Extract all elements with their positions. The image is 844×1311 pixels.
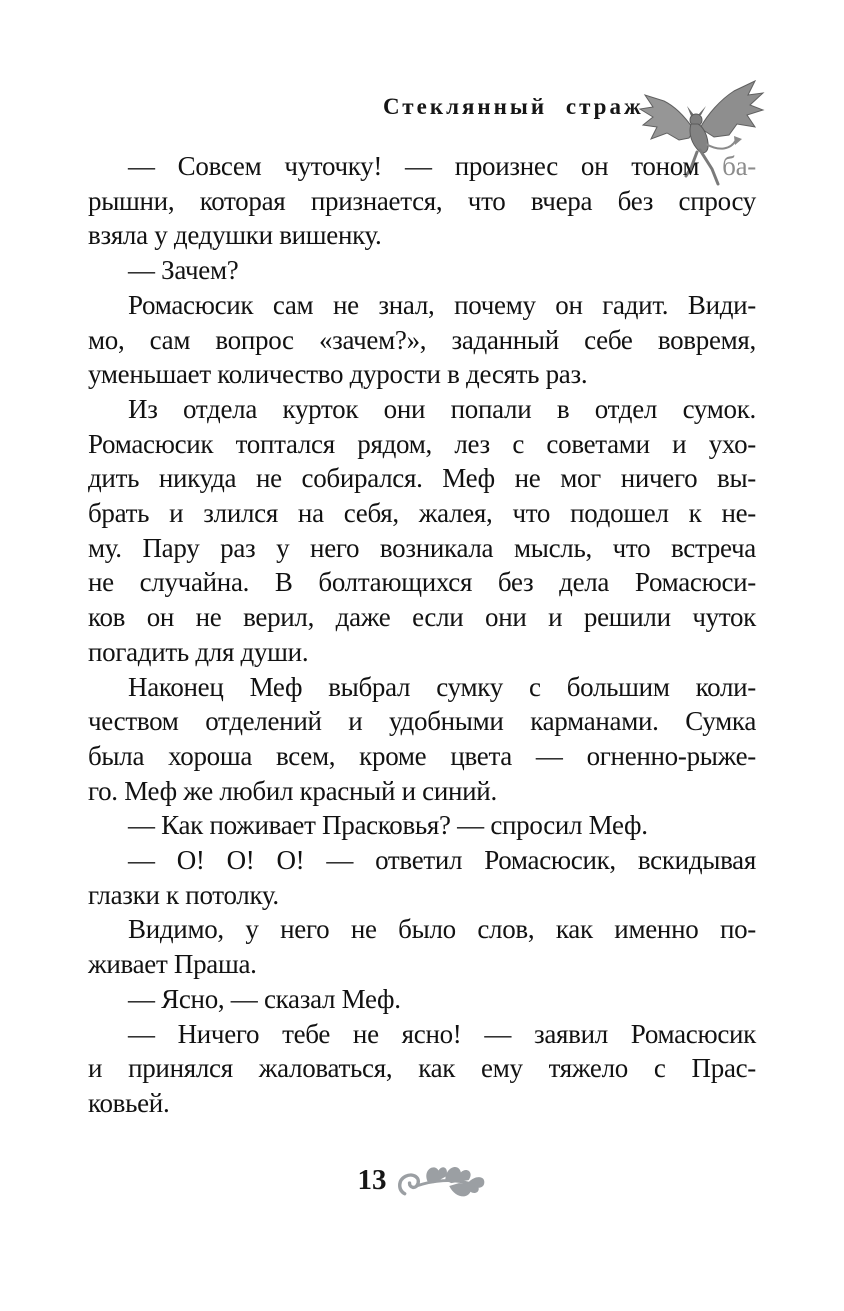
line-text: ков он не верил, даже если они и решили чуток: [88, 602, 756, 633]
line-text: глазки к потолку.: [88, 879, 279, 910]
line-text: мо, сам вопрос «зачем?», заданный себе вовремя,: [88, 324, 756, 355]
text-line: [88, 947, 756, 982]
line-text: живает Праша.: [88, 949, 257, 980]
line-text: не случайна. В болтающихся без дела Ромасюси-: [88, 567, 756, 598]
line-text: Наконец Меф выбрал сумку с большим коли-: [128, 671, 756, 702]
gray-text-fragment: ба-: [699, 151, 756, 181]
line-text: Ромасюсик сам не знал, почему он гадит. Види-: [128, 289, 756, 320]
text-line: [88, 739, 756, 774]
running-head: [383, 94, 644, 120]
text-line: [88, 704, 756, 739]
line-text: — Зачем?: [128, 255, 239, 286]
text-line: [88, 427, 756, 462]
text-line: [88, 1086, 756, 1121]
text-line: [88, 392, 756, 427]
text-line: [88, 288, 756, 323]
line-text: — Ясно, — сказал Меф.: [128, 983, 401, 1014]
line-text: го. Меф же любил красный и синий.: [88, 775, 497, 806]
text-line: [88, 808, 756, 843]
text-line: [88, 1017, 756, 1052]
line-text: чеством отделений и удобными карманами. Сумка: [88, 706, 756, 737]
line-text: — Ничего тебе не ясно! — заявил Ромасюсик: [128, 1018, 756, 1049]
text-line: [88, 565, 756, 600]
text-line: [88, 600, 756, 635]
page-footer: [0, 1146, 844, 1214]
line-text: — О! О! О! — ответил Ромасюсик, вскидывая: [128, 845, 756, 876]
line-text: ковьей.: [88, 1087, 170, 1118]
text-line: [88, 1051, 756, 1086]
text-line: [88, 253, 756, 288]
line-text: Ромасюсик топтался рядом, лез с советами и ухо-: [88, 428, 756, 459]
body-text: [88, 149, 756, 1121]
line-text: Видимо, у него не было слов, как именно по-: [128, 914, 756, 945]
text-line: [88, 843, 756, 878]
line-text: дить никуда не собирался. Меф не мог ничего вы-: [88, 463, 756, 494]
line-text: Из отдела курток они попали в отдел сумок.: [128, 393, 756, 424]
text-line: [88, 461, 756, 496]
line-text: — Совсем чуточку! — произнес он тоном: [128, 151, 700, 181]
line-text: му. Пару раз у него возникала мысль, что встреча: [88, 532, 756, 563]
page-number: 13: [357, 1163, 387, 1196]
line-text: рышни, которая признается, что вчера без спросу: [88, 185, 756, 216]
line-text: брать и злился на себя, жалея, что подошел к не-: [88, 498, 756, 529]
line-text: уменьшает количество дурости в десять раз.: [88, 359, 588, 390]
text-line: [88, 149, 756, 184]
text-line: [88, 774, 756, 809]
text-line: [88, 635, 756, 670]
line-text: была хороша всем, кроме цвета — огненно-рыже-: [88, 740, 756, 771]
line-text: погадить для души.: [88, 636, 309, 667]
line-text: — Как поживает Прасковья? — спросил Меф.: [128, 810, 648, 841]
page-title: Стеклянный страж: [383, 94, 644, 119]
text-line: [88, 323, 756, 358]
line-text: и принялся жаловаться, как ему тяжело с Прас-: [88, 1053, 756, 1084]
text-line: [88, 218, 756, 253]
text-line: [88, 184, 756, 219]
text-line: [88, 496, 756, 531]
floral-flourish-icon: [395, 1156, 487, 1214]
text-line: [88, 670, 756, 705]
text-line: [88, 982, 756, 1017]
text-line: [88, 878, 756, 913]
text-line: [88, 912, 756, 947]
line-text: взяла у дедушки вишенку.: [88, 220, 382, 251]
text-line: [88, 531, 756, 566]
text-line: [88, 357, 756, 392]
